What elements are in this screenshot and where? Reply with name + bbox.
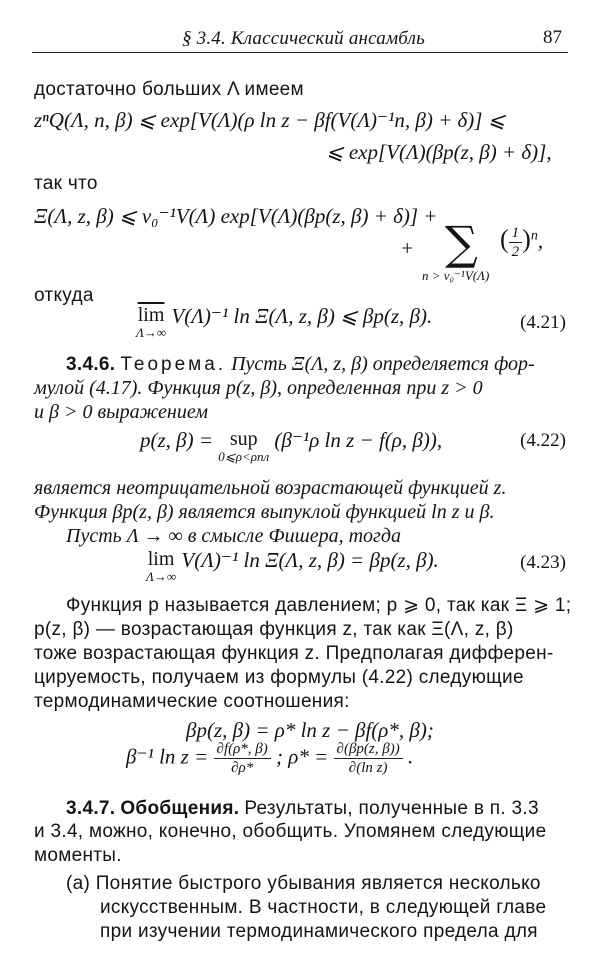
theorem-line — [66, 352, 535, 377]
half-numerator: 1 — [509, 224, 523, 243]
section-line — [66, 796, 539, 821]
theorem-line: Пусть Λ → ∞ в смысле Фишера, тогда — [66, 525, 401, 547]
theorem-text: Пусть Ξ(Λ, z, β) определяется фор- — [231, 353, 535, 375]
equation-body: V(Λ)⁻¹ ln Ξ(Λ, z, β) ⩽ βp(z, β). — [171, 304, 433, 328]
lim-operator: lim — [147, 548, 175, 570]
theorem-word: Теорема. — [120, 354, 227, 375]
equation-number: (4.22) — [520, 430, 566, 451]
running-header — [32, 22, 568, 53]
comma: , — [537, 228, 544, 253]
equation-4-21 — [136, 304, 432, 340]
sum-subscript: n > v₀⁻¹V(Λ) — [422, 268, 490, 283]
sup-subscript: 0⩽ρ<ρпл — [218, 449, 270, 464]
section-title: Обобщения. — [120, 798, 240, 819]
power-n: n — [530, 228, 538, 244]
list-item-line: при изучении термодинамического предела для — [100, 921, 538, 942]
paragraph-line: тоже возрастающая функция z. Предполагая дифферен- — [34, 643, 554, 664]
paragraph-line: так что — [34, 173, 98, 194]
equation-4-22 — [140, 428, 442, 464]
sup-operator: sup — [229, 428, 258, 450]
paragraph-line: p(z, β) — возрастающая функция z, так как Ξ(Λ, z, β) — [34, 619, 514, 640]
limsup-operator: $\overline{lim}$ — [137, 304, 165, 326]
fraction-denominator: ∂ρ* — [231, 760, 254, 776]
paragraph-line: цируемость, получаем из формулы (4.22) следующие — [34, 667, 524, 688]
paragraph-line: откуда — [34, 285, 94, 306]
running-head-title: § 3.4. Классический ансамбль — [182, 28, 425, 49]
theorem-line: является неотрицательной возрастающей функцией z. — [34, 477, 507, 499]
half-denominator: 2 — [511, 244, 520, 260]
theorem-line: мулой (4.17). Функция p(z, β), определенная при z > 0 — [34, 377, 483, 399]
section-text: Результаты, полученные в п. 3.3 — [244, 798, 539, 819]
equation-number: (4.21) — [520, 312, 566, 333]
fraction-numerator: ∂(βp(z, β)) — [334, 740, 403, 759]
equation-line: βp(z, β) = ρ* ln z − βf(ρ*, β); — [186, 718, 434, 742]
equation-lhs: p(z, β) = — [140, 428, 214, 452]
theorem-line: Функция βp(z, β) является выпуклой функцией ln z и β. — [34, 501, 495, 523]
list-item-line: искусственным. В частности, в следующей главе — [100, 897, 547, 918]
theorem-line: и β > 0 выражением — [34, 401, 208, 423]
theorem-number: 3.4.6. — [66, 354, 116, 375]
page-number: 87 — [543, 27, 562, 48]
section-number: 3.4.7. — [66, 798, 116, 819]
lim-subscript: Λ→∞ — [136, 325, 167, 340]
sum-sign: ∑ — [445, 216, 478, 270]
paragraph-line: моменты. — [34, 845, 122, 866]
fraction-numerator: ∂f(ρ*, β) — [214, 740, 271, 759]
equation-4-23 — [146, 548, 439, 584]
half-power: ( $\frac{1}{2}$ )$^n$, — [500, 224, 544, 260]
equation-number: (4.23) — [520, 552, 566, 573]
equation-plus: + — [400, 236, 415, 260]
equation-end: . — [407, 744, 414, 769]
equation-line: ⩽ exp[V(Λ)(βp(z, β) + δ)], — [326, 140, 552, 164]
paragraph-line: достаточно больших Λ имеем — [34, 79, 304, 100]
paragraph-line: термодинамические соотношения: — [34, 691, 350, 712]
list-item-line: (a) Понятие быстрого убывания является несколько — [66, 873, 541, 894]
equation-body: V(Λ)⁻¹ ln Ξ(Λ, z, β) = βp(z, β). — [181, 548, 439, 572]
equation-rhs: (β⁻¹ρ ln z − f(ρ, β)), — [274, 428, 443, 452]
paragraph-line: Функция p называется давлением; p ⩾ 0, так как Ξ ⩾ 1; — [66, 595, 572, 616]
equation-middle: ; ρ* = — [276, 744, 329, 769]
equation-line — [126, 740, 413, 777]
equation-line: Ξ(Λ, z, β) ⩽ v₀⁻¹V(Λ) exp[V(Λ)(βp(z, β) + δ)] + — [34, 204, 438, 228]
fraction-denominator: ∂(ln z) — [348, 760, 388, 776]
paragraph-line: и 3.4, можно, конечно, обобщить. Упомянем следующие — [34, 821, 547, 842]
lim-subscript: Λ→∞ — [146, 569, 177, 584]
equation-line: zⁿQ(Λ, n, β) ⩽ exp[V(Λ)(ρ ln z − βf(V(Λ)⁻¹n, β) + δ)] ⩽ — [34, 108, 506, 132]
equation-lhs: β⁻¹ ln z = — [126, 744, 209, 769]
